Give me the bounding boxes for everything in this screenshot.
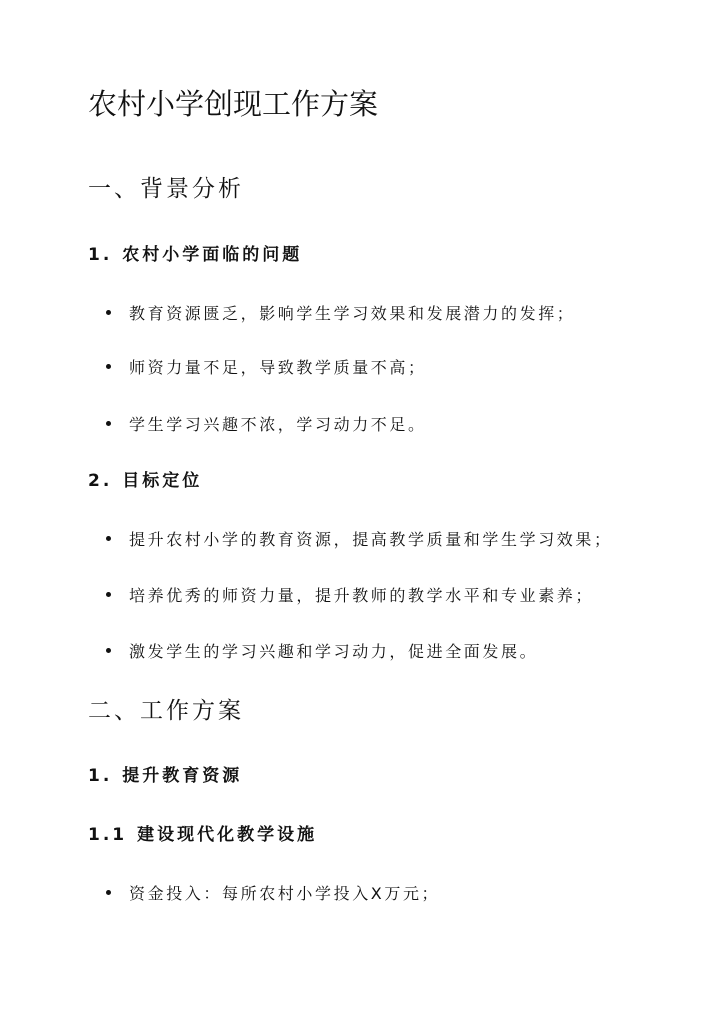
list-item [106,640,538,664]
subsection-number: 1.1 [88,825,128,845]
bullet-icon [106,536,111,541]
list-item [106,882,440,906]
subsection-title: 建设现代化教学设施 [137,825,318,845]
list-item-text: 提升农村小学的教育资源，提高教学质量和学生学习效果； [129,530,613,549]
list-item-text: 教育资源匮乏，影响学生学习效果和发展潜力的发挥； [129,304,576,323]
bullet-icon [106,648,111,653]
list-item [106,413,427,437]
subsection-heading-facilities [88,823,317,847]
list-item [106,528,613,552]
list-item-text: 激发学生的学习兴趣和学习动力，促进全面发展。 [129,642,539,661]
document-title: 农村小学创现工作方案 [88,87,379,121]
subsection-title: 目标定位 [122,471,203,491]
bullet-icon [106,364,111,369]
list-item-text: 培养优秀的师资力量，提升教师的教学水平和专业素养； [129,586,595,605]
subsection-number: 1. [88,766,113,786]
list-item [106,356,427,380]
subsection-number: 1. [88,245,113,265]
list-item-text: 学生学习兴趣不浓，学习动力不足。 [129,415,427,434]
bullet-icon [106,421,111,426]
list-item-text: 师资力量不足，导致教学质量不高； [129,358,427,377]
list-item [106,584,594,608]
subsection-title: 农村小学面临的问题 [122,245,303,265]
subsection-number: 2. [88,471,113,491]
subsection-title: 提升教育资源 [122,766,243,786]
subsection-heading-problems [88,243,302,267]
list-item [106,302,575,326]
bullet-icon [106,592,111,597]
subsection-heading-resources [88,764,242,788]
subsection-heading-goals [88,469,202,493]
section-heading-work-plan: 二、工作方案 [88,698,244,724]
bullet-icon [106,310,111,315]
list-item-text: 资金投入：每所农村小学投入X万元； [129,884,441,903]
bullet-icon [106,890,111,895]
section-heading-background: 一、背景分析 [88,176,244,202]
